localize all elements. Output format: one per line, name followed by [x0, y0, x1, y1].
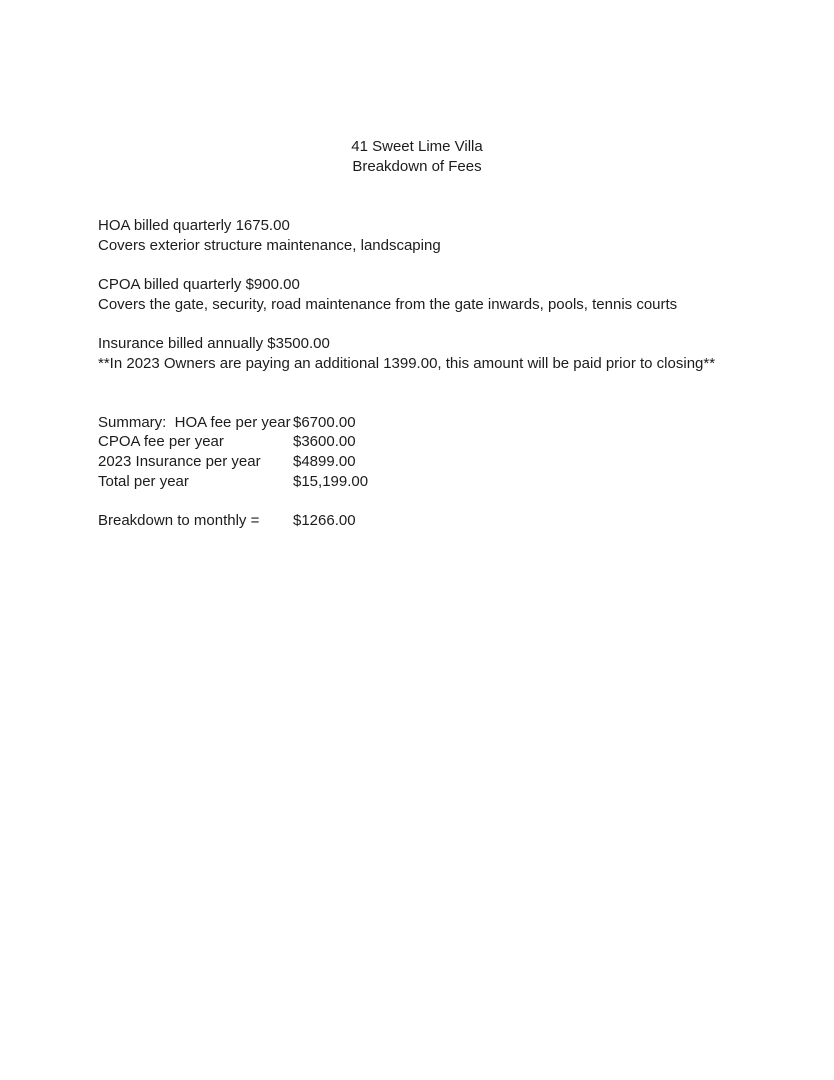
summary-row — [98, 472, 794, 492]
text-line: CPOA billed quarterly $900.00 — [98, 275, 300, 293]
fee-summary — [98, 413, 794, 492]
summary-row — [98, 413, 794, 433]
summary-row-value: $15,199.00 — [293, 472, 369, 490]
text-line: HOA billed quarterly 1675.00 — [98, 216, 290, 234]
hoa-paragraph — [98, 216, 794, 255]
summary-row-value: $3600.00 — [293, 433, 356, 451]
document-body — [98, 216, 834, 531]
summary-row-value: $4899.00 — [293, 453, 356, 471]
text-line: Covers the gate, security, road maintenance from the gate inwards, pools, tennis courts — [98, 295, 678, 313]
text-line: **In 2023 Owners are paying an additional 1399.00, this amount will be paid prior to closing** — [98, 354, 716, 372]
summary-row-label: Total per year — [98, 472, 189, 490]
summary-row-label: CPOA fee per year — [98, 433, 224, 451]
summary-row-label: 2023 Insurance per year — [98, 453, 261, 471]
summary-row — [98, 432, 794, 452]
text-line: Covers exterior structure maintenance, landscaping — [98, 236, 441, 254]
monthly-breakdown-value: $1266.00 — [293, 512, 356, 530]
summary-row-label: Summary: HOA fee per year — [98, 413, 291, 431]
monthly-breakdown-row — [98, 511, 794, 531]
cpoa-paragraph — [98, 275, 794, 314]
insurance-paragraph — [98, 334, 794, 373]
text-line: Insurance billed annually $3500.00 — [98, 334, 330, 352]
summary-row — [98, 452, 794, 472]
summary-row-value: $6700.00 — [293, 413, 356, 431]
monthly-breakdown-label: Breakdown to monthly = — [98, 512, 260, 530]
title-line-2: Breakdown of Fees — [352, 157, 482, 175]
title-line-1: 41 Sweet Lime Villa — [351, 138, 483, 155]
document-title — [0, 0, 834, 176]
